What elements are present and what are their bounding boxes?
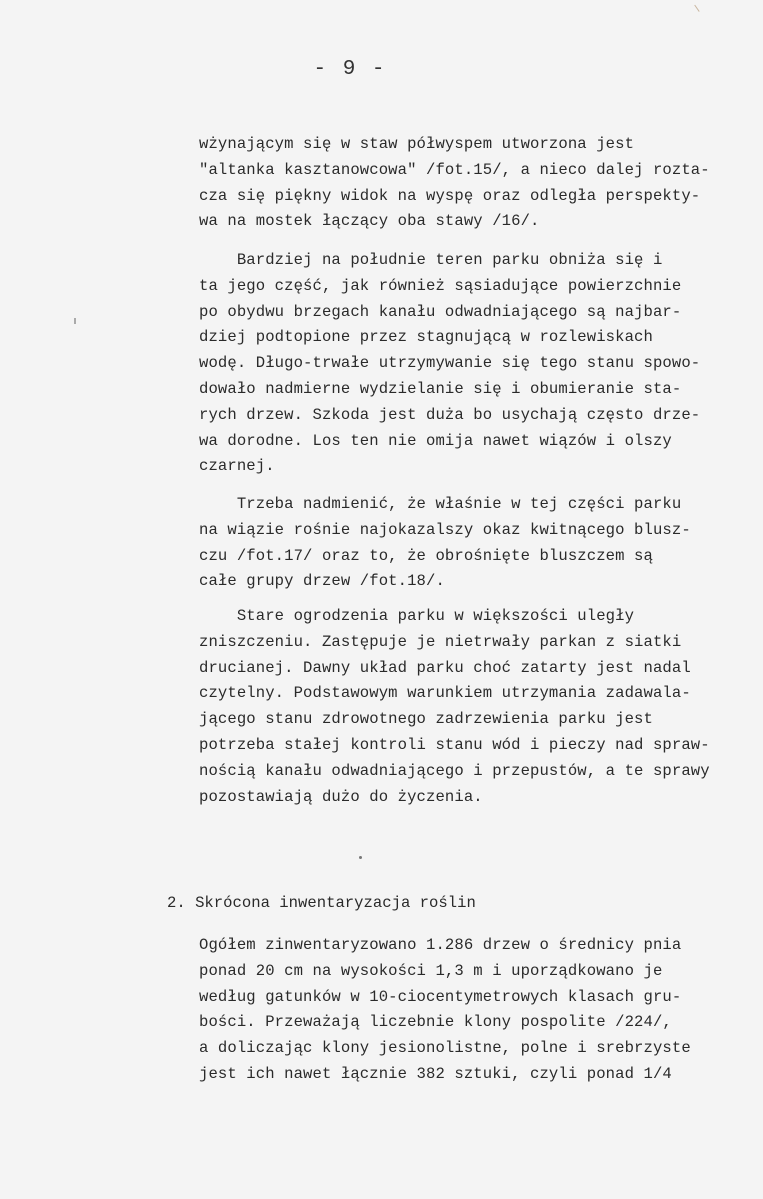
paragraph-4 [199, 604, 761, 810]
paragraph-3 [199, 492, 761, 595]
paragraph-1 [199, 132, 761, 235]
text-line: czu /fot.17/ oraz to, że obrośnięte bluszczem są [199, 546, 653, 565]
stray-dot [359, 856, 362, 859]
text-line: ta jego część, jak również sąsiadujące powierzchnie [199, 276, 682, 295]
text-line: czytelny. Podstawowym warunkiem utrzymania zadawala- [199, 684, 691, 703]
text-line: Trzeba nadmienić, że właśnie w tej części parku [199, 495, 682, 513]
text-line: rych drzew. Szkoda jest duża bo usychają często drze- [199, 405, 701, 424]
text-line: według gatunków w 10-ciocentymetrowych klasach gru- [199, 987, 682, 1006]
text-line: wodę. Długo-trwałe utrzymywanie się tego stanu spowo- [199, 354, 701, 373]
text-line: wa na mostek łączący oba stawy /16/. [199, 212, 540, 231]
text-line: Ogółem zinwentaryzowano 1.286 drzew o średnicy pnia [199, 936, 682, 954]
text-line: czarnej. [199, 457, 275, 476]
text-line: całe grupy drzew /fot.18/. [199, 572, 445, 591]
text-line: wżynającym się w staw półwyspem utworzona jest [199, 135, 635, 153]
paragraph-5 [199, 933, 761, 1088]
text-line: dowało nadmierne wydzielanie się i obumieranie sta- [199, 379, 682, 398]
text-line: po obydwu brzegach kanału odwadniającego są najbar- [199, 302, 682, 321]
text-line: jącego stanu zdrowotnego zadrzewienia parku jest [199, 710, 653, 729]
paragraph-2 [199, 248, 761, 480]
text-line: a doliczając klony jesionolistne, polne i srebrzyste [199, 1039, 691, 1058]
text-line: ponad 20 cm na wysokości 1,3 m i uporządkowano je [199, 961, 663, 980]
corner-pen-mark [689, 5, 699, 16]
text-line: cza się piękny widok na wyspę oraz odległa perspekty- [199, 186, 701, 205]
text-line: "altanka kasztanowcowa" /fot.15/, a nieco dalej rozta- [199, 160, 710, 179]
text-line: Bardziej na południe teren parku obniża się i [199, 251, 663, 269]
text-line: bości. Przeważają liczebnie klony pospolite /224/, [199, 1013, 672, 1032]
page-number: - 9 - [313, 58, 387, 81]
text-line: Stare ogrodzenia parku w większości uległy [199, 607, 635, 625]
text-line: jest ich nawet łącznie 382 sztuki, czyli ponad 1/4 [199, 1064, 672, 1083]
text-line: potrzeba stałej kontroli stanu wód i pieczy nad spraw- [199, 735, 710, 754]
margin-mark [74, 318, 76, 324]
text-line: drucianej. Dawny układ parku choć zatarty jest nadal [199, 658, 691, 677]
text-line: dziej podtopione przez stagnującą w rozlewiskach [199, 328, 653, 347]
text-line: nością kanału odwadniającego i przepustów, a te sprawy [199, 761, 710, 780]
text-line: zniszczeniu. Zastępuje je nietrwały parkan z siatki [199, 632, 682, 651]
text-line: wa dorodne. Los ten nie omija nawet wiązów i olszy [199, 431, 672, 450]
text-line: pozostawiają dużo do życzenia. [199, 787, 483, 806]
section-heading: 2. Skrócona inwentaryzacja roślin [167, 894, 476, 912]
text-line: na wiązie rośnie najokazalszy okaz kwitnącego blusz- [199, 520, 691, 539]
